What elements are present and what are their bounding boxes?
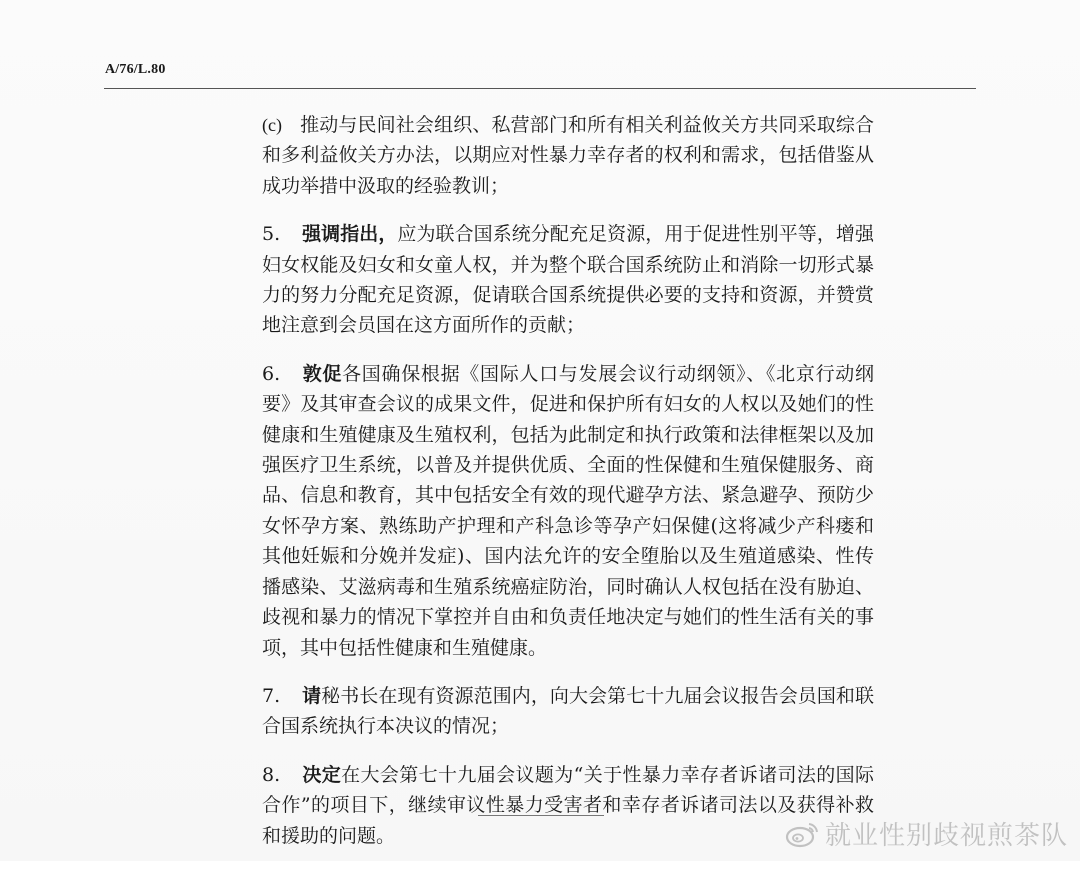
paragraph-text: 各国确保根据《国际人口与发展会议行动纲领》、《北京行动纲要》及其审查会议的成果文件，促进和保护所有妇女的人权以及她们的性健康和生殖健康及生殖权利，包括为此制定和执行政策和法律框架以及加强医疗卫生系统，以普及并提供优质、全面的性保健和生殖保健服务、商品、信息和教育，其中包括安全有效的现代避孕方法、紧急避孕、预防少女怀孕方案、熟练助产护理和产科急诊等孕产妇保健(这将减少产科瘘和其他妊娠和分娩并发症)、国内法允许的安全堕胎以及生殖道感染、性传播感染、艾滋病毒和生殖系统癌症防治，同时确认人权包括在没有胁迫、歧视和暴力的情况下掌控并自由和负责任地决定与她们的性生活有关的事项，其中包括性健康和生殖健康。 <box>262 362 874 659</box>
paragraph-number: 6. <box>262 362 281 385</box>
operative-verb: 敦促 <box>302 362 343 385</box>
document-symbol: A/76/L.80 <box>105 62 166 77</box>
paragraph-c <box>262 110 874 201</box>
paragraph-number: 8. <box>262 763 281 786</box>
operative-verb: 请 <box>302 684 322 707</box>
paragraph-label: (c) <box>262 115 282 135</box>
paragraph-text: 应为联合国系统分配充足资源，用于促进性别平等，增强妇女权能及妇女和女童人权，并为整个联合国系统防止和消除一切形式暴力的努力分配充足资源，促请联合国系统提供必要的支持和资源，并赞赏地注意到会员国在这方面所作的贡献； <box>262 223 874 337</box>
paragraph-text: 在大会第七十九届会议题为“关于性暴力幸存者诉诸司法的国际合作”的项目下，继续审议性暴力受害者和幸存者诉诸司法以及获得补救和援助的问题。 <box>262 763 874 847</box>
paragraph-number: 7. <box>262 684 281 707</box>
paragraph-text: 秘书长在现有资源范围内，向大会第七十九届会议报告会员国和联合国系统执行本决议的情况； <box>262 684 874 738</box>
operative-verb: 强调指出， <box>302 223 398 246</box>
weibo-icon <box>785 820 819 848</box>
watermark <box>785 815 1068 852</box>
paragraph-7 <box>262 681 874 742</box>
paragraph-6 <box>262 359 874 663</box>
paragraph-text: 推动与民间社会组织、私营部门和所有相关利益攸关方共同采取综合和多利益攸关方办法，以期应对性暴力幸存者的权利和需求，包括借鉴从成功举措中汲取的经验教训； <box>262 114 874 197</box>
paragraph-8 <box>262 760 874 851</box>
header-rule <box>104 88 976 89</box>
document-body <box>262 110 874 869</box>
footer-rule <box>478 815 604 816</box>
operative-verb: 决定 <box>302 763 342 786</box>
paragraph-number: 5. <box>262 223 281 246</box>
paragraph-5 <box>262 219 874 341</box>
watermark-text: 就业性别歧视煎茶队 <box>824 821 1068 851</box>
